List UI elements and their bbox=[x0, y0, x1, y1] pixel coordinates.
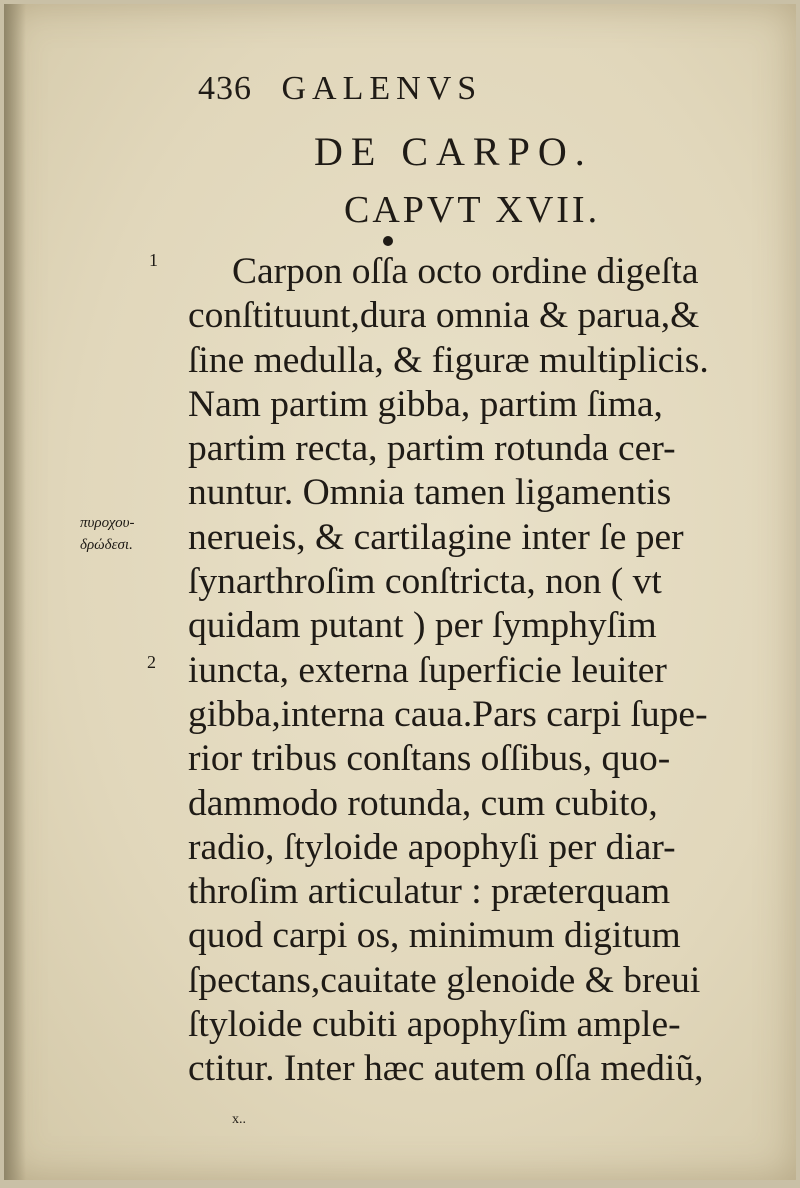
text-line: iuncta, externa ſuperficie leuiter bbox=[188, 649, 667, 691]
ornament-dot bbox=[383, 236, 393, 246]
text-line: quidam putant ) per ſymphyſim bbox=[188, 605, 657, 647]
text-line: ctitur. Inter hæc autem oſſa mediũ, bbox=[188, 1048, 704, 1090]
book-page bbox=[4, 4, 796, 1180]
chapter-title: CAPVT XVII. bbox=[344, 189, 601, 231]
text-line: ſpectans,cauitate glenoide & breui bbox=[188, 959, 701, 1001]
text-line: ſynarthroſim conſtricta, non ( vt bbox=[188, 561, 662, 603]
text-line: Carpon oſſa octo ordine digeſta bbox=[232, 251, 699, 292]
text-line: ſine medulla, & figuræ multiplicis. bbox=[188, 339, 709, 381]
text-line: gibba,interna caua.Pars carpi ſupe- bbox=[188, 693, 708, 735]
text-line: Nam partim gibba, partim ſima, bbox=[188, 383, 663, 425]
text-line: nuntur. Omnia tamen ligamentis bbox=[188, 472, 672, 514]
text-line: quod carpi os, minimum digitum bbox=[188, 915, 681, 957]
margin-number-2: 2 bbox=[147, 652, 156, 672]
text-line: rior tribus conſtans oſſibus, quo- bbox=[188, 738, 671, 780]
text-line: partim recta, partim rotunda cer- bbox=[188, 428, 676, 470]
text-line: conſtituunt,dura omnia & parua,& bbox=[188, 295, 700, 337]
greek-note-line: δρώδεσι. bbox=[80, 537, 133, 553]
page-spine-shadow bbox=[4, 4, 26, 1180]
text-line: throſim articulatur : præterquam bbox=[188, 871, 671, 913]
margin-greek-note bbox=[80, 512, 134, 556]
running-head bbox=[198, 70, 482, 108]
section-title: DE CARPO. bbox=[314, 129, 593, 174]
text-line: ſtyloide cubiti apophyſim ample- bbox=[188, 1004, 681, 1046]
text-line: dammodo rotunda, cum cubito, bbox=[188, 782, 658, 824]
greek-note-line: πυροχου- bbox=[80, 515, 135, 531]
page-number: 436 bbox=[198, 70, 252, 107]
margin-number-1: 1 bbox=[149, 250, 158, 270]
running-title: GALENVS bbox=[281, 70, 483, 107]
text-line: nerueis, & cartilagine inter ſe per bbox=[188, 516, 684, 558]
text-line: radio, ſtyloide apophyſi per diar- bbox=[188, 826, 676, 868]
footer-mark: x.. bbox=[232, 1112, 246, 1127]
body-text bbox=[188, 250, 788, 1092]
